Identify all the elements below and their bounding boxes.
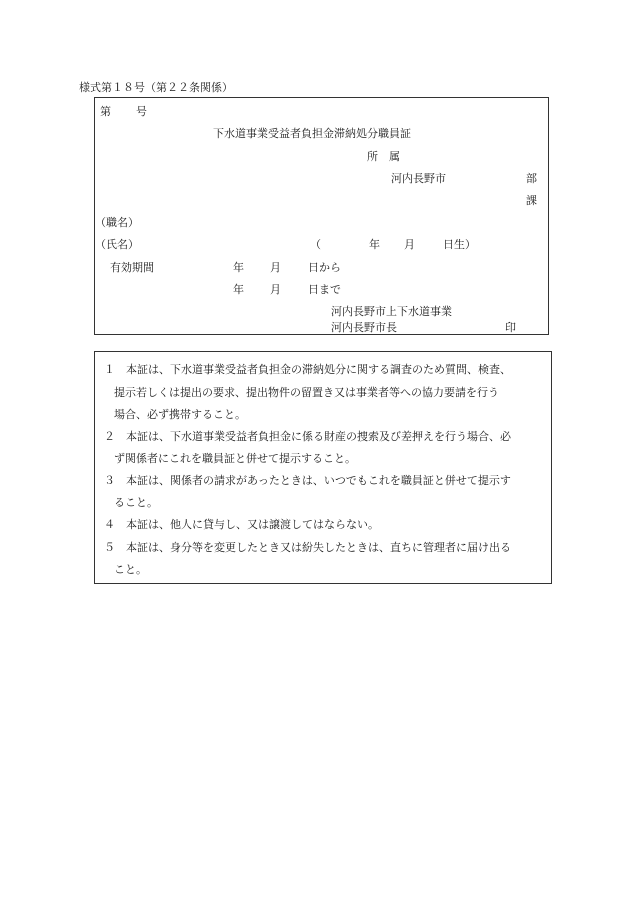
note-line: ３ 本証は、関係者の請求があったときは、いつでもこれを職員証と併せて提示す [104,474,511,487]
job-title-label: （職名） [95,216,139,229]
birth-year: 年 [369,238,380,251]
note-line: ること。 [114,496,158,509]
note-line: 提示若しくは提出の要求、提出物件の留置き又は事業者等への協力要請を行う [114,386,499,399]
issuer-mayor: 河内長野市長 [331,321,397,334]
birth-open-paren: （ [310,238,321,251]
birth-day: 日生） [443,238,476,251]
note-line: ２ 本証は、下水道事業受益者負担金に係る財産の捜索及び差押えを行う場合、必 [104,430,511,443]
card-number-prefix: 第 [100,105,111,118]
affiliation-label: 所 属 [367,150,400,163]
note-line: ５ 本証は、身分等を変更したとき又は紛失したときは、直ちに管理者に届け出る [104,541,511,554]
note-line: ４ 本証は、他人に貸与し、又は譲渡してはならない。 [104,518,379,531]
name-label: （氏名） [95,238,139,251]
validity-label: 有効期間 [110,261,154,274]
valid-from-month: 月 [270,261,281,274]
note-line: こと。 [114,563,147,576]
valid-to-day: 日まで [308,283,341,296]
valid-from-day: 日から [308,261,341,274]
note-line: 場合、必ず携帯すること。 [114,408,246,421]
birth-month: 月 [404,238,415,251]
card-title: 下水道事業受益者負担金滞納処分職員証 [213,127,411,140]
seal-mark: 印 [505,321,516,334]
valid-to-month: 月 [270,283,281,296]
note-line: ず関係者にこれを職員証と併せて提示すること。 [114,452,356,465]
department-label: 部 [526,172,537,185]
card-number-suffix: 号 [136,105,147,118]
issuer-organization: 河内長野市上下水道事業 [331,305,452,318]
valid-from-year: 年 [233,261,244,274]
form-number-label: 様式第１８号（第２２条関係） [79,81,233,94]
section-label: 課 [526,194,537,207]
note-line: １ 本証は、下水道事業受益者負担金の滞納処分に関する調査のため質問、検査、 [104,363,511,376]
valid-to-year: 年 [233,283,244,296]
city-name: 河内長野市 [391,172,446,185]
